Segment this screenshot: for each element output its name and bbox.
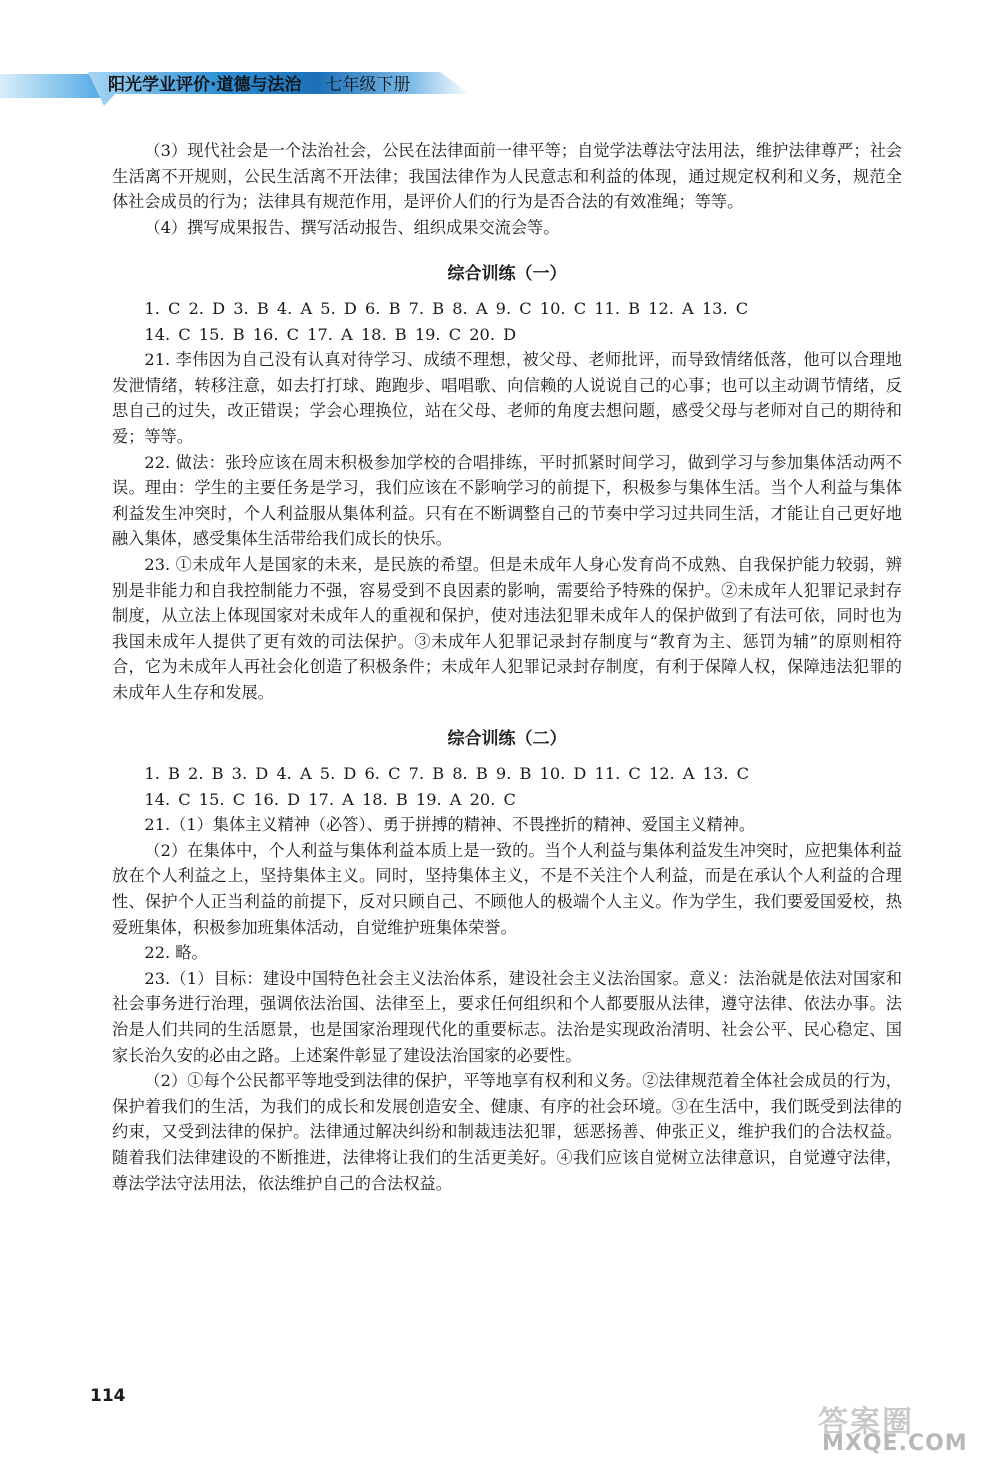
watermark: [800, 1405, 990, 1457]
question-22: 22. 略。: [144, 943, 208, 963]
watermark-text: 答案圈: [818, 1405, 914, 1440]
question-21-part-1: 21.（1）集体主义精神（必答）、勇于拼搏的精神、不畏挫折的精神、爱国主义精神。: [144, 815, 756, 835]
question-23-part-1: 23.（1）目标：建设中国特色社会主义法治体系，建设社会主义法治国家。意义：法治就是依法对国家和社会事务进行治理，强调依法治国、法律至上，要求任何组织和个人都要服从法律，遵守法律、依法办事。法治是人们共同的生活愿景，也是国家治理现代化的重要标志。法治是实现政治清明、社会公平、民心稳定、国家长治久安的必由之路。上述案件彰显了建设法治国家的必要性。: [112, 968, 902, 1065]
question-21-part-2: （2）在集体中，个人利益与集体利益本质上是一致的。当个人利益与集体利益发生冲突时，应把集体利益放在个人利益之上，坚持集体主义。同时，坚持集体主义，不是不关注个人利益，而是在承认个人利益的合理性、保护个人正当利益的前提下，反对只顾自己、不顾他人的极端个人主义。作为学生，我们要爱国爱校，热爱班集体，积极参加班集体活动，自觉维护班集体荣誉。: [112, 840, 902, 937]
watermark-url: MXQE.COM: [822, 1431, 968, 1456]
question-22: 22. 做法：张玲应该在周末积极参加学校的合唱排练，平时抓紧时间学习，做到学习与参加集体活动两不误。理由：学生的主要任务是学习，我们应该在不影响学习的前提下，积极参与集体生活。当个人利益与集体利益发生冲突时，个人利益服从集体利益。只有在不断调整自己的节奏中学习过共同生活，才能让自己更好地融入集体，感受集体生活带给我们成长的快乐。: [112, 452, 902, 549]
question-23-part-2: （2）①每个公民都平等地受到法律的保护，平等地享有权利和义务。②法律规范着全体社会成员的行为，保护着我们的生活，为我们的成长和发展创造安全、健康、有序的社会环境。③在生活中，我们既受到法律的约束，又受到法律的保护。法律通过解决纠纷和制裁违法犯罪，惩恶扬善、伸张正义，维护我们的合法权益。随着我们法律建设的不断推进，法律将让我们的生活更美好。④我们应该自觉树立法律意识，自觉遵守法律，尊法学法守法用法，依法维护自己的合法权益。: [112, 1071, 902, 1193]
section-title-1: 综合训练（一）: [447, 264, 567, 285]
section-title-2: 综合训练（二）: [447, 729, 567, 750]
question-23: 23. ①未成年人是国家的未来，是民族的希望。但是未成年人身心发育尚不成熟、自我保护能力较弱，辨别是非能力和自我控制能力不强，容易受到不良因素的影响，需要给予特殊的保护。②未成年人犯罪记录封存制度，从立法上体现国家对未成年人的重视和保护，使对违法犯罪未成年人的保护做到了有法可依，同时也为我国未成年人提供了更有效的司法保护。③未成年人犯罪记录封存制度与“教育为主、惩罚为辅”的原则相符合，它为未成年人再社会化创造了积极条件；未成年人犯罪记录封存制度，有利于保障人权，保障违法犯罪的未成年人生存和发展。: [112, 554, 902, 702]
choice-answers-line-2: 14. C 15. C 16. D 17. A 18. B 19. A 20. C: [144, 789, 516, 809]
series-title: 阳光学业评价·道德与法治: [108, 75, 302, 95]
choice-answers-line-1: 1. C 2. D 3. B 4. A 5. D 6. B 7. B 8. A 9. C 10. C 11. B 12. A 13. C: [144, 298, 749, 318]
question-21: 21. 李伟因为自己没有认真对待学习、成绩不理想，被父母、老师批评，而导致情绪低落，他可以合理地发泄情绪，转移注意，如去打打球、跑跑步、唱唱歌、向信赖的人说说自己的心事；也可以主动调节情绪，反思自己的过失，改正错误；学会心理换位，站在父母、老师的角度去想问题，感受父母与老师对自己的期待和爱；等等。: [112, 350, 902, 446]
header-title: [108, 70, 410, 95]
grade-label: 七年级下册: [325, 75, 411, 95]
choice-answers-line-2: 14. C 15. B 16. C 17. A 18. B 19. C 20. D: [144, 324, 517, 344]
intro-paragraph-3: （3）现代社会是一个法治社会，公民在法律面前一律平等；自觉学法尊法守法用法，维护法律尊严；社会生活离不开规则，公民生活离不开法律；我国法律作为人民意志和利益的体现，通过规定权利和义务，规范全体社会成员的行为；法律具有规范作用，是评价人们的行为是否合法的有效准绳；等等。: [112, 141, 902, 212]
choice-answers-line-1: 1. B 2. B 3. D 4. A 5. D 6. C 7. B 8. B 9. B 10. D 11. C 12. A 13. C: [144, 764, 749, 784]
page-number: 114: [90, 1386, 126, 1406]
answer-content: [112, 138, 902, 1196]
intro-paragraph-4: （4）撰写成果报告、撰写活动报告、组织成果交流会等。: [144, 217, 560, 237]
